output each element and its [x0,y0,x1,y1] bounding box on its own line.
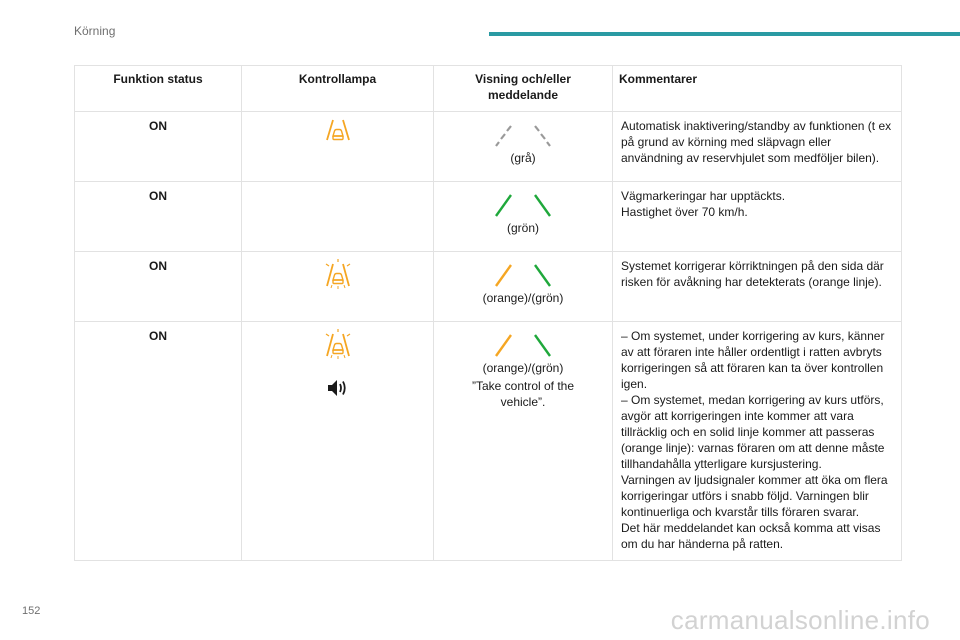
table-row [75,322,902,561]
comment-cell [613,252,902,322]
lane-lines-orange-green-icon [493,332,553,358]
comment-text: Det här meddelandet kan också komma att visas om du har händerna på ratten. [621,521,881,551]
comment-cell [613,112,902,182]
status-cell: ON [75,252,242,322]
comment-text: Systemet korrigerar körriktningen på den sida där risken för avåkning har detekterats (orange linje). [621,259,884,289]
lane-lines-orange-green-icon [493,262,553,288]
display-caption: (orange)/(grön) [482,291,564,305]
lamp-cell [242,252,434,322]
display-message: ”Take control of the vehicle”. [471,379,575,409]
comment-text: – Om systemet, medan korrigering av kurs utförs, avgör att korrigeringen inte kommer att vara tillräcklig och en solid linje kommer att passeras (orange linje): varnas föraren om att denne måste tillhandahålla ytterligare kursjustering. [621,393,885,471]
table-row [75,112,902,182]
status-cell: ON [75,112,242,182]
lane-keeping-correcting-icon [323,328,353,360]
display-cell [434,182,613,252]
header-accent-bar [489,32,960,36]
comment-text: Varningen av ljudsignaler kommer att öka om flera korrigeringar utförs i snabb följd. Varningen blir kontinuerliga och kvarstår tills föraren svarar. [621,473,888,519]
display-caption: (orange)/(grön) [482,361,564,375]
header-comments: Kommentarer [613,66,902,112]
lane-keeping-correcting-icon [323,258,353,290]
section-title: Körning [74,24,116,38]
header-status: Funktion status [75,66,242,112]
header-lamp: Kontrollampa [242,66,434,112]
lamp-cell [242,322,434,561]
comment-text: – Om systemet, under korrigering av kurs, känner av att föraren inte håller ordentligt i ratten avbryts korrigeringen så att föraren kan ta över kontrollen igen. [621,329,885,391]
display-caption: (grön) [506,221,539,235]
comment-text: Automatisk inaktivering/standby av funktionen (t ex på grund av körning med släpvagn eller användning av reservhjulet som medföljer bilen). [621,119,892,165]
display-cell [434,322,613,561]
table-row [75,182,902,252]
status-cell: ON [75,182,242,252]
speaker-icon [326,378,350,398]
lane-keeping-icon [324,118,352,144]
page-number: 152 [22,605,41,617]
comment-text: Hastighet över 70 km/h. [621,205,748,219]
display-cell [434,252,613,322]
status-cell: ON [75,322,242,561]
table-row [75,252,902,322]
comment-text: Vägmarkeringar har upptäckts. [621,189,786,203]
lane-lines-grey-icon [493,122,553,148]
watermark: carmanualsonline.info [670,605,930,635]
display-caption: (grå) [510,151,536,165]
lamp-cell [242,112,434,182]
comment-cell [613,182,902,252]
header-display: Visning och/eller meddelande [434,66,613,112]
function-status-table [74,65,902,561]
comment-cell [613,322,902,561]
table-header-row [75,66,902,112]
lane-lines-green-icon [493,192,553,218]
display-cell [434,112,613,182]
lamp-cell [242,182,434,252]
